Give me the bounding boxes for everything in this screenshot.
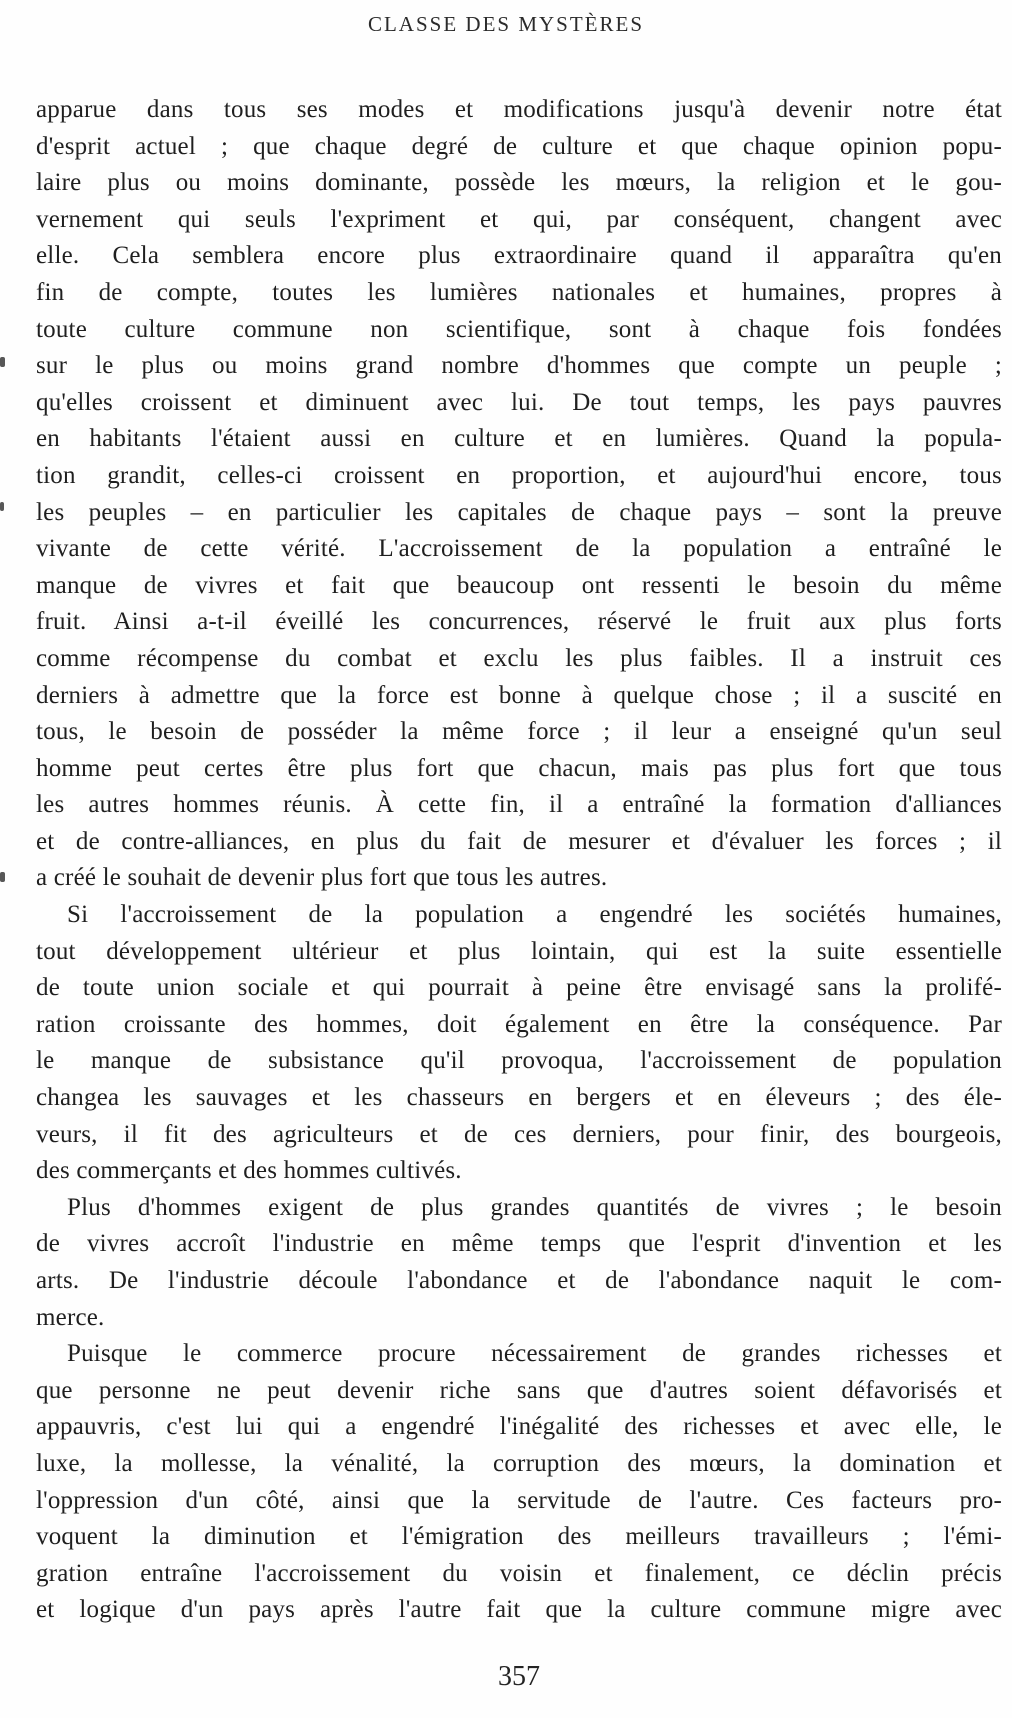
paragraph	[36, 92, 1002, 897]
text-line: que personne ne peut devenir riche sans que d'autres soient défavorisés et	[36, 1376, 1002, 1404]
text-line: les peuples – en particulier les capitales de chaque pays – sont la preuve	[36, 498, 1002, 526]
text-line: homme peut certes être plus fort que chacun, mais pas plus fort que tous	[36, 754, 1002, 782]
text-line: en habitants l'étaient aussi en culture et en lumières. Quand la popula-	[36, 425, 1002, 453]
paragraph	[36, 1190, 1002, 1336]
text-line: tous, le besoin de posséder la même force ; il leur a enseigné qu'un seul	[36, 718, 1002, 746]
text-line: laire plus ou moins dominante, possède les mœurs, la religion et le gou-	[36, 169, 1002, 197]
text-line: merce.	[36, 1303, 105, 1331]
text-line: ration croissante des hommes, doit également en être la conséquence. Par	[36, 1010, 1002, 1038]
text-line: a créé le souhait de devenir plus fort que tous les autres.	[36, 864, 608, 892]
text-line: qu'elles croissent et diminuent avec lui. De tout temps, les pays pauvres	[36, 388, 1002, 416]
text-line: l'oppression d'un côté, ainsi que la servitude de l'autre. Ces facteurs pro-	[36, 1486, 1002, 1514]
text-line: appauvris, c'est lui qui a engendré l'inégalité des richesses et avec elle, le	[36, 1413, 1002, 1441]
text-line: tout développement ultérieur et plus lointain, qui est la suite essentielle	[36, 937, 1002, 965]
text-line: le manque de subsistance qu'il provoqua, l'accroissement de population	[36, 1047, 1002, 1075]
text-line: tion grandit, celles-ci croissent en proportion, et aujourd'hui encore, tous	[36, 461, 1002, 489]
text-line: Si l'accroissement de la population a engendré les sociétés humaines,	[67, 901, 1002, 929]
page-number: 357	[498, 1661, 540, 1692]
text-line: les autres hommes réunis. À cette fin, il a entraîné la formation d'alliances	[36, 791, 1002, 819]
text-line: luxe, la mollesse, la vénalité, la corruption des mœurs, la domination et	[36, 1449, 1002, 1477]
scan-artifact-speck	[0, 502, 4, 511]
scan-artifact-speck	[0, 357, 5, 367]
text-line: des commerçants et des hommes cultivés.	[36, 1157, 462, 1185]
text-line: de toute union sociale et qui pourrait à peine être envisagé sans la prolifé-	[36, 974, 1002, 1002]
scan-artifact-speck	[0, 872, 5, 882]
text-line: gration entraîne l'accroissement du voisin et finalement, ce déclin précis	[36, 1559, 1002, 1587]
running-head: CLASSE DES MYSTÈRES	[367, 12, 645, 36]
text-line: Puisque le commerce procure nécessairement de grandes richesses et	[67, 1340, 1002, 1368]
text-line: elle. Cela semblera encore plus extraordinaire quand il apparaîtra qu'en	[36, 242, 1002, 270]
text-line: toute culture commune non scientifique, sont à chaque fois fondées	[36, 315, 1002, 343]
text-line: veurs, il fit des agriculteurs et de ces derniers, pour finir, des bourgeois,	[36, 1120, 1002, 1148]
text-line: d'esprit actuel ; que chaque degré de culture et que chaque opinion popu-	[36, 132, 1002, 160]
text-line: apparue dans tous ses modes et modifications jusqu'à devenir notre état	[36, 96, 1002, 123]
text-line: comme récompense du combat et exclu les plus faibles. Il a instruit ces	[36, 644, 1002, 672]
paragraph	[36, 897, 1002, 1190]
text-line: vernement qui seuls l'expriment et qui, par conséquent, changent avec	[36, 205, 1002, 233]
text-line: changea les sauvages et les chasseurs en bergers et en éleveurs ; des éle-	[36, 1084, 1002, 1112]
text-line: voquent la diminution et l'émigration des meilleurs travailleurs ; l'émi-	[36, 1523, 1002, 1551]
text-line: fin de compte, toutes les lumières nationales et humaines, propres à	[36, 278, 1002, 306]
text-line: arts. De l'industrie découle l'abondance et de l'abondance naquit le com-	[36, 1267, 1002, 1294]
text-line: sur le plus ou moins grand nombre d'hommes que compte un peuple ;	[36, 352, 1002, 380]
text-line: fruit. Ainsi a-t-il éveillé les concurrences, réservé le fruit aux plus forts	[36, 608, 1002, 636]
text-line: Plus d'hommes exigent de plus grandes quantités de vivres ; le besoin	[67, 1193, 1002, 1221]
text-line: vivante de cette vérité. L'accroissement de la population a entraîné le	[36, 535, 1002, 563]
text-line: de vivres accroît l'industrie en même temps que l'esprit d'invention et les	[36, 1230, 1002, 1258]
page-body	[36, 92, 1002, 1629]
paragraph	[36, 1336, 1002, 1629]
text-line: et logique d'un pays après l'autre fait que la culture commune migre avec	[36, 1596, 1002, 1624]
text-line: derniers à admettre que la force est bonne à quelque chose ; il a suscité en	[36, 681, 1002, 709]
text-line: et de contre-alliances, en plus du fait de mesurer et d'évaluer les forces ; il	[36, 827, 1002, 855]
text-line: manque de vivres et fait que beaucoup ont ressenti le besoin du même	[36, 571, 1002, 599]
